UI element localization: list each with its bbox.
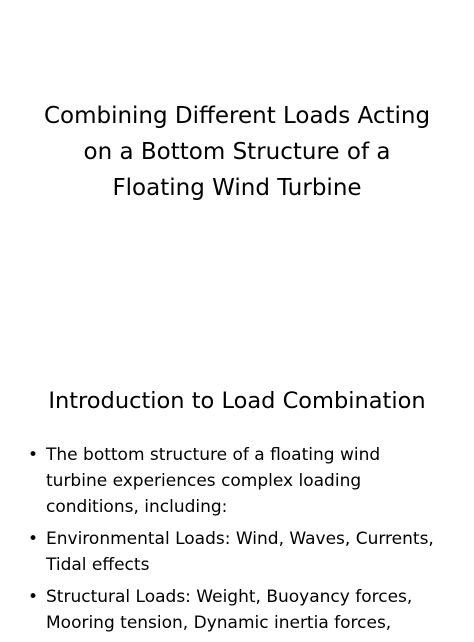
bullet-marker: • [28, 587, 39, 607]
bullet-line: turbine experiences complex loading [46, 471, 362, 491]
bullet-line: Structural Loads: Weight, Buoyancy forces, [46, 587, 413, 607]
section-heading: Introduction to Load Combination [48, 388, 426, 414]
bullet-marker: • [28, 445, 39, 465]
bullet-marker: • [28, 529, 39, 549]
slide-title-line-2: on a Bottom Structure of a [83, 139, 391, 165]
bullet-item [28, 584, 468, 636]
bullet-line: Environmental Loads: Wind, Waves, Currents, [46, 529, 434, 549]
bullet-line: Mooring tension, Dynamic inertia forces, [46, 613, 392, 633]
slide-title-line-1: Combining Different Loads Acting [43, 103, 431, 129]
bullet-line: conditions, including: [46, 497, 228, 517]
bullet-item [28, 442, 468, 520]
bullet-list [28, 442, 468, 642]
bullet-line: The bottom structure of a floating wind [46, 445, 381, 465]
slide-title-line-3: Floating Wind Turbine [112, 175, 362, 201]
bullet-line: Tidal effects [46, 555, 150, 575]
bullet-item [28, 526, 468, 578]
slide-title [20, 98, 454, 206]
